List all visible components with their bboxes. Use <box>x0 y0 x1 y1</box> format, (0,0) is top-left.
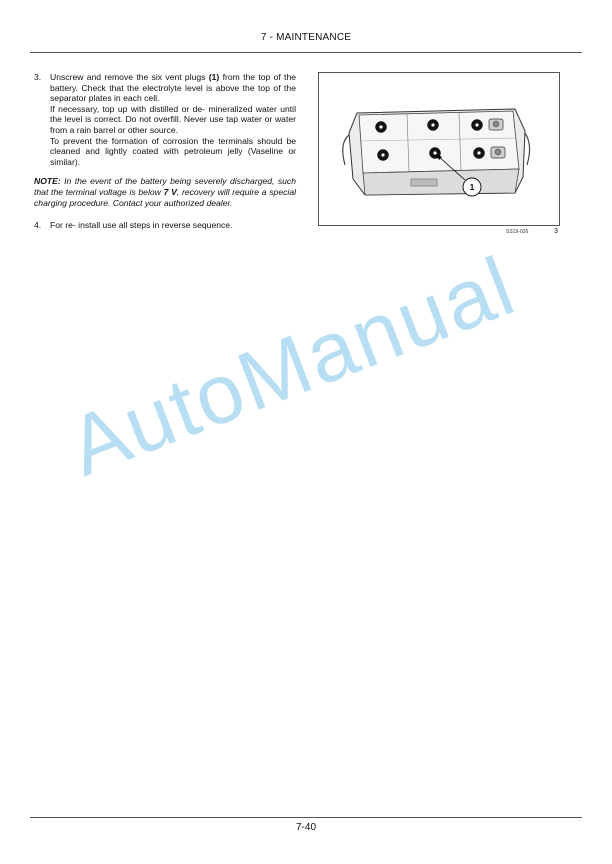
note-block <box>34 176 296 208</box>
footer-rule <box>30 817 582 818</box>
battery-illustration <box>319 73 561 227</box>
step-text: Unscrew and remove the six vent plugs <box>50 72 209 82</box>
page-header-title: 7 - MAINTENANCE <box>260 32 352 43</box>
step-body: For re- install use all steps in reverse sequence. <box>50 220 233 231</box>
watermark-text: AutoManual <box>56 238 528 494</box>
figure-code: SS19-026 <box>506 229 529 235</box>
step-text: from the top of the battery. Check that the electrolyte level is above the top of the separator plates in each cell. <box>50 72 296 104</box>
figure-index: 3 <box>554 228 558 235</box>
note-text: , recovery will require a special charging procedure. Contact your authorized dealer. <box>34 186 297 208</box>
header-rule <box>30 52 582 53</box>
step-number: 3. <box>34 72 42 82</box>
battery-figure <box>318 72 560 226</box>
step-4 <box>34 220 296 231</box>
step-body <box>50 72 296 167</box>
step-paragraph <box>50 72 296 104</box>
step-paragraph: To prevent the formation of corrosion the terminals should be cleaned and lightly coated with petroleum jelly (Vaseline or similar). <box>50 135 296 167</box>
note-label: NOTE: <box>34 176 61 187</box>
figure-callout-label: 1 <box>469 183 475 192</box>
instruction-text-column <box>34 72 296 231</box>
step-paragraph: If necessary, top up with distilled or de- mineralized water until the level is correct. Do not overfill. Never use tap water or water from a rain barrel or other source. <box>50 103 296 135</box>
step-number: 4. <box>34 220 42 231</box>
callout-reference: (1) <box>208 72 220 82</box>
note-text: In the event of the battery being severely discharged, such that the terminal voltage is below <box>34 176 296 197</box>
page-number: 7-40 <box>295 822 316 833</box>
step-3 <box>34 72 296 167</box>
note-voltage: 7 V <box>163 186 177 197</box>
